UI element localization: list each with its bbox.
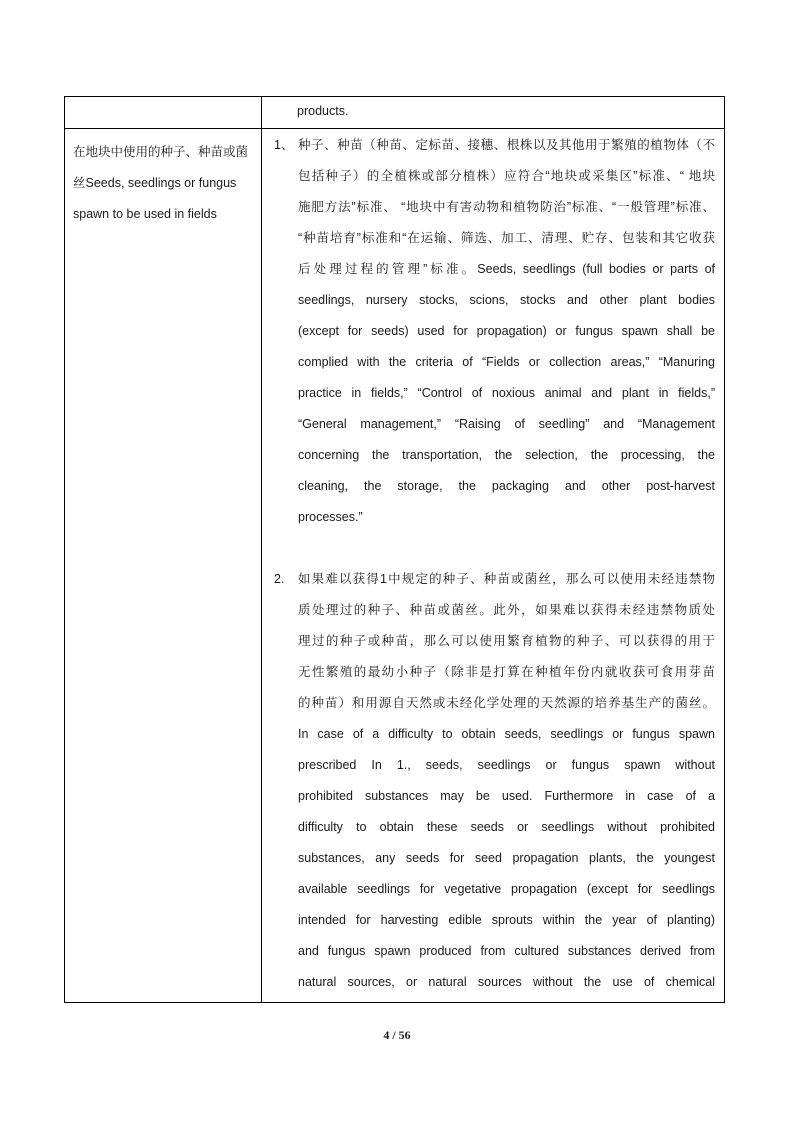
- item-text: [298, 130, 715, 533]
- text-line: 的种苗）和用源自天然或未经化学处理的天然源的培养基生产的菌丝。: [298, 696, 715, 710]
- text-line: 如果难以获得1中规定的种子、种苗或菌丝，那么可以使用未经违禁物: [298, 572, 715, 586]
- text-line: (except for seeds) used for propagation) or fungus spawn shall be: [298, 324, 715, 338]
- continued-text: products.: [297, 104, 349, 118]
- text-line: 质处理过的种子、种苗或菌丝。此外，如果难以获得未经违禁物质处: [298, 603, 715, 617]
- text-line: prohibited substances may be used. Furthermore in case of a: [298, 789, 715, 803]
- document-table: [64, 96, 725, 1003]
- text-line: substances, any seeds for seed propagation plants, the youngest: [298, 851, 715, 865]
- text-line: 种子、种苗（种苗、定标苗、接穗、根株以及其他用于繁殖的植物体（不: [298, 138, 715, 152]
- text-line: difficulty to obtain these seeds or seedlings without prohibited: [298, 820, 715, 834]
- text-line: intended for harvesting edible sprouts within the year of planting): [298, 913, 715, 927]
- text-line: 包括种子）的全植株或部分植株）应符合“地块或采集区”标准、“ 地块: [298, 169, 715, 183]
- text-line: 理过的种子或种苗，那么可以使用繁育植物的种子、可以获得的用于: [298, 634, 715, 648]
- text-line: and fungus spawn produced from cultured substances derived from: [298, 944, 715, 958]
- text-line: practice in fields,” “Control of noxious animal and plant in fields,”: [298, 386, 715, 400]
- text-line: In case of a difficulty to obtain seeds, seedlings or fungus spawn: [298, 727, 715, 741]
- criteria-label-line: 在地块中使用的种子、种苗或菌: [73, 145, 249, 159]
- list-item-1: [270, 130, 715, 533]
- text-line: natural sources, or natural sources without the use of chemical: [298, 975, 715, 989]
- paragraph-spacer: [270, 533, 715, 564]
- criteria-content: [270, 130, 715, 998]
- criteria-label: [73, 137, 257, 230]
- list-item-2: [270, 564, 715, 998]
- criteria-label-line: 丝Seeds, seedlings or fungus: [73, 176, 237, 190]
- text-line: available seedlings for vegetative propagation (except for seedlings: [298, 882, 715, 896]
- text-line: complied with the criteria of “Fields or collection areas,” “Manuring: [298, 355, 715, 369]
- criteria-label-line: spawn to be used in fields: [73, 207, 217, 221]
- item-number: 1、: [274, 138, 294, 152]
- text-line: concerning the transportation, the selection, the processing, the: [298, 448, 715, 462]
- page-number: 4 / 56: [383, 1028, 411, 1042]
- text-line: seedlings, nursery stocks, scions, stocks and other plant bodies: [298, 293, 715, 307]
- text-line: “种苗培育”标准和“在运输、筛选、加工、清理、贮存、包装和其它收获: [298, 231, 715, 245]
- text-line: 施肥方法”标准、 “地块中有害动物和植物防治”标准、“一般管理”标准、: [298, 200, 715, 214]
- text-line: “General management,” “Raising of seedling” and “Management: [298, 417, 715, 431]
- text-line: processes.”: [298, 510, 363, 524]
- item-text: [298, 564, 715, 998]
- text-line: cleaning, the storage, the packaging and other post-harvest: [298, 479, 715, 493]
- column-divider: [261, 97, 262, 1002]
- text-line: 后处理过程的管理”标准。Seeds, seedlings (full bodies or parts of: [298, 262, 715, 276]
- text-line: prescribed In 1., seeds, seedlings or fungus spawn without: [298, 758, 715, 772]
- text-line: 无性繁殖的最幼小种子（除非是打算在种植年份内就收获可食用芽苗: [298, 665, 715, 679]
- row-divider: [65, 128, 724, 129]
- item-number: 2.: [274, 572, 285, 586]
